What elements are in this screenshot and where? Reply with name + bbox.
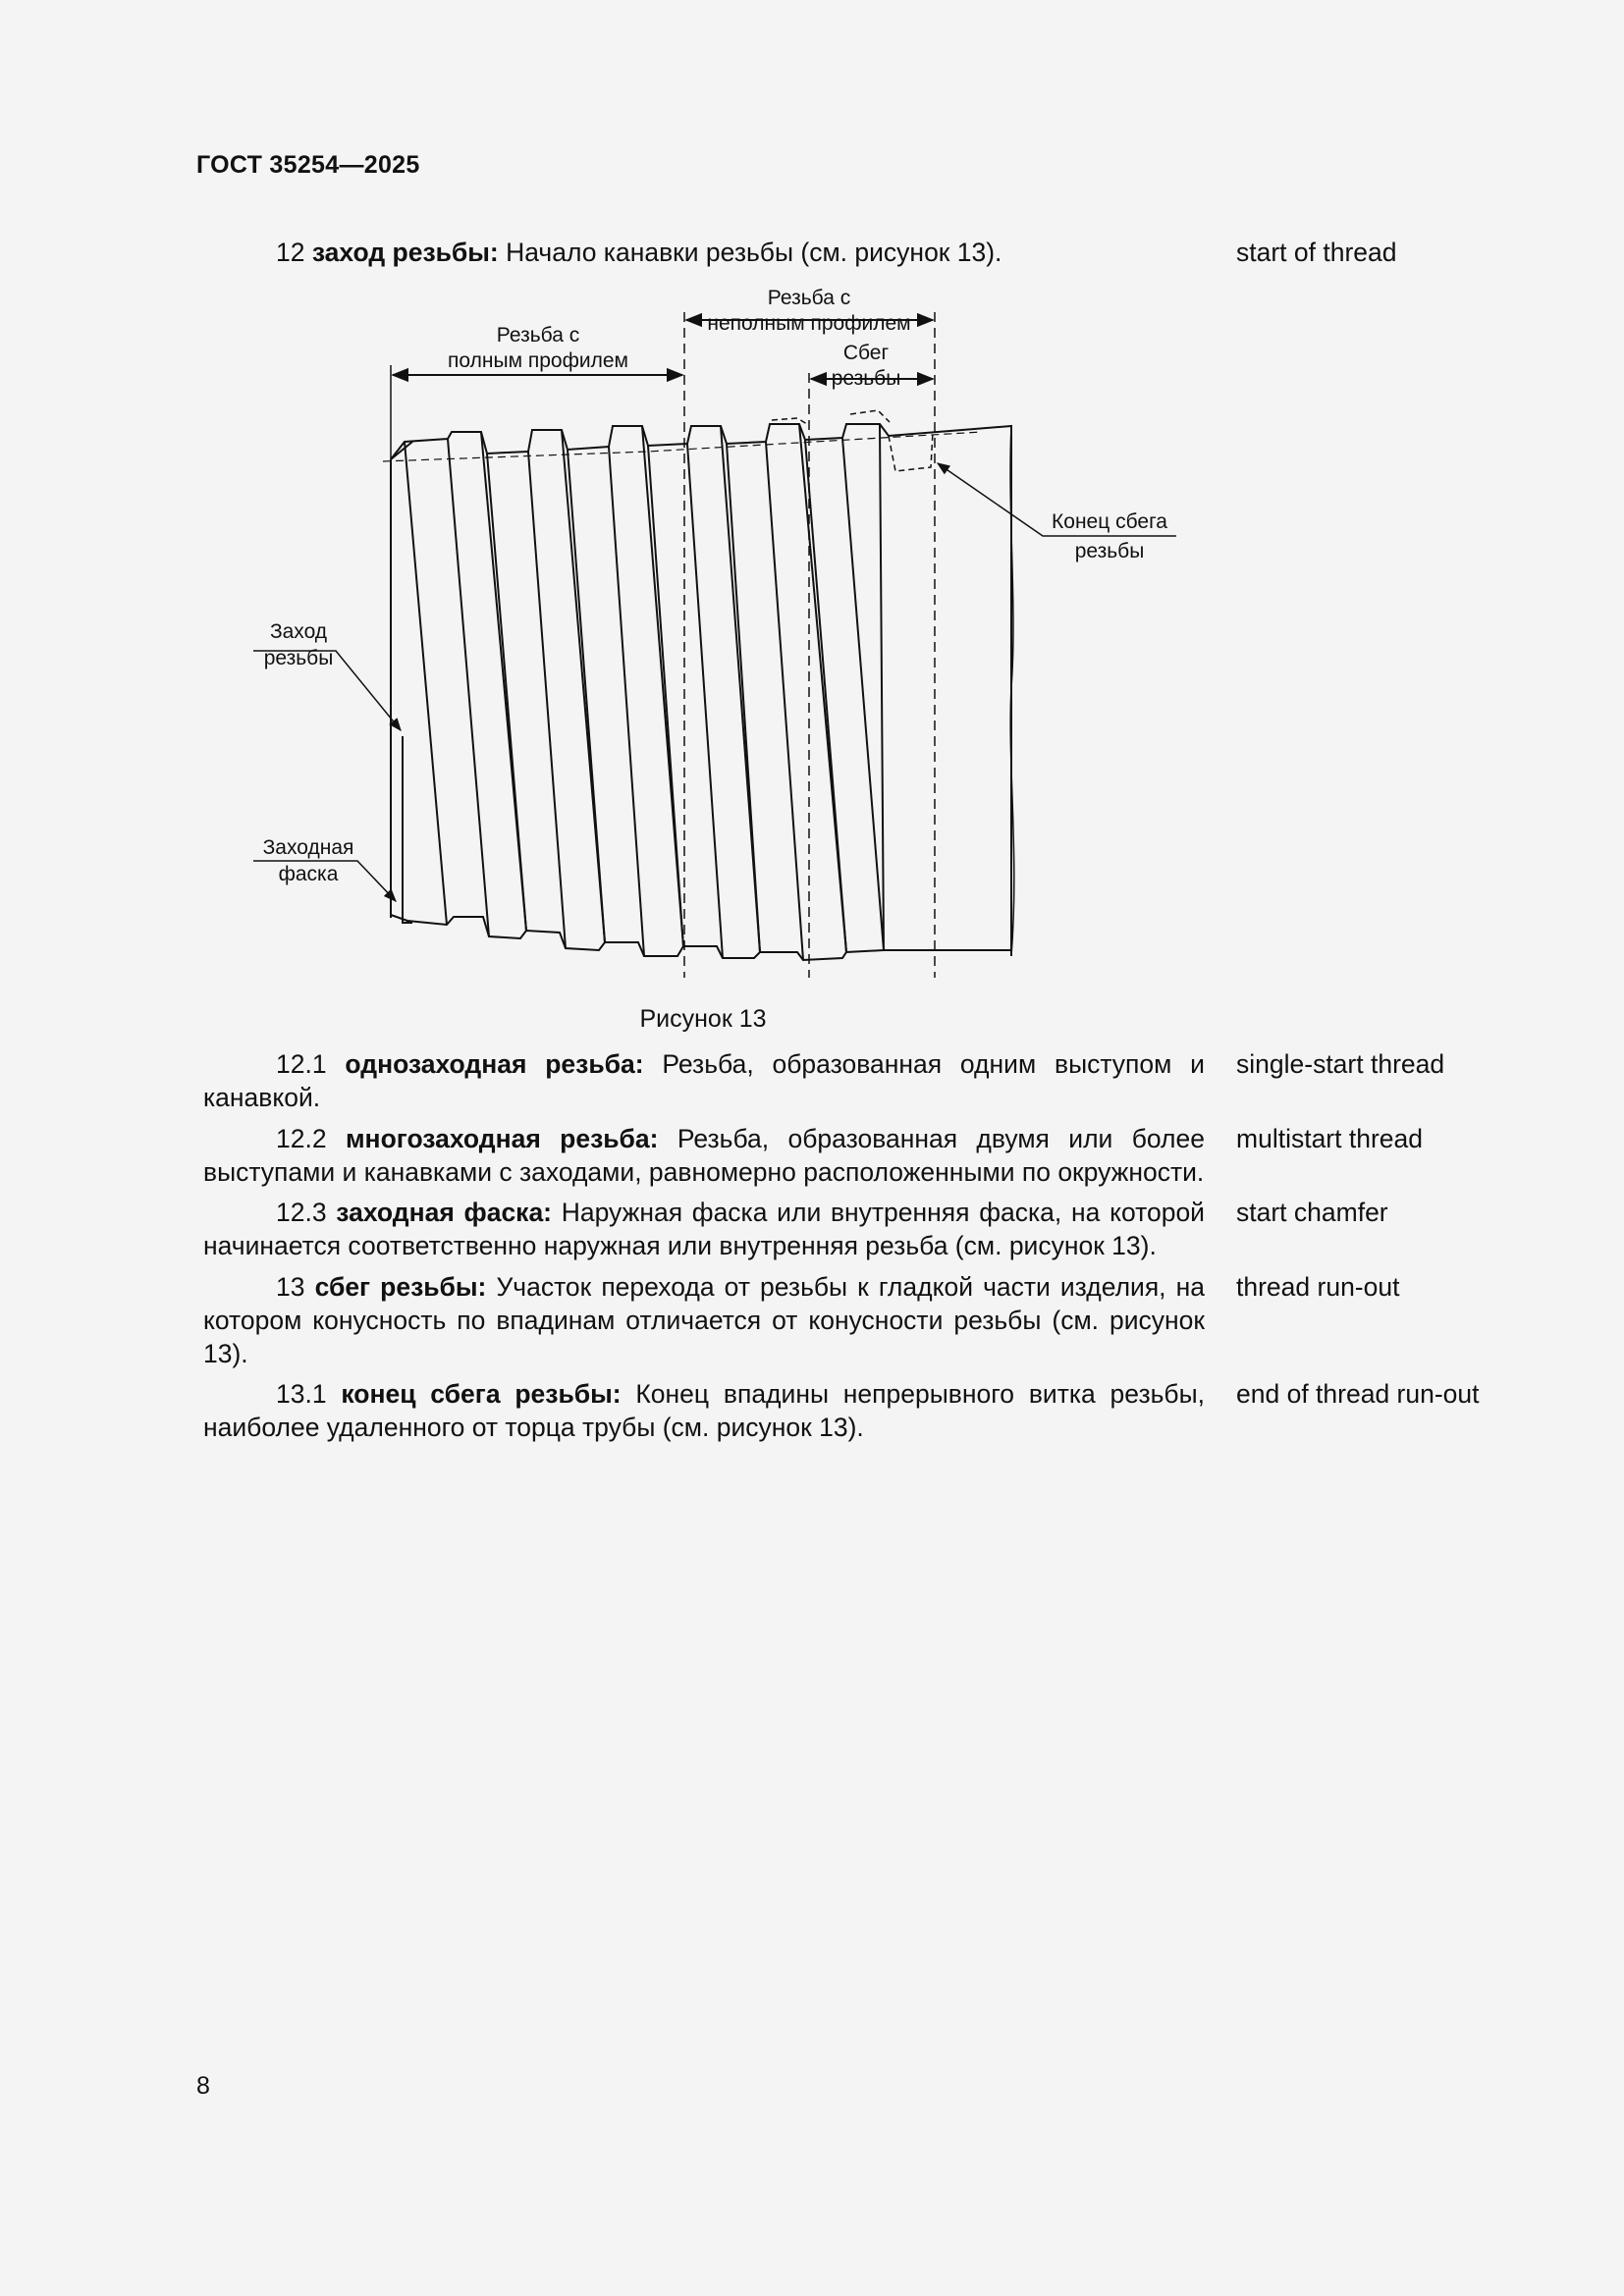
term-english: start chamfer	[1236, 1198, 1388, 1227]
term-12-2	[203, 1122, 1205, 1189]
term-name: сбег резьбы:	[314, 1272, 487, 1302]
term-name: конец сбега резьбы:	[341, 1379, 622, 1409]
term-name: заход резьбы:	[311, 238, 499, 267]
thread-flank	[805, 424, 884, 952]
term-definition: Резьба, образованная двумя или более выступами и канавками с заходами, равномерно расположенными по окружности.	[203, 1124, 1205, 1187]
term-english: start of thread	[1236, 238, 1397, 267]
thread-bottom-profile	[391, 915, 1011, 960]
figure-caption: Рисунок 13	[639, 1005, 767, 1033]
term-english: single-start thread	[1236, 1049, 1445, 1079]
page-number: 8	[196, 2072, 210, 2100]
term-13-1	[203, 1377, 1205, 1444]
term-name: однозаходная резьба:	[345, 1049, 644, 1079]
term-12-1	[203, 1047, 1205, 1114]
term-number: 12	[276, 238, 305, 267]
term-definition: Наружная фаска или внутренняя фаска, на которой начинается соответственно наружная или внутренняя резьба (см. рисунок 13).	[203, 1198, 1205, 1260]
label-start-chamfer: Заходная фаска	[262, 836, 354, 885]
term-number: 12.1	[276, 1049, 327, 1079]
thread-flank	[405, 432, 526, 936]
term-english: multistart thread	[1236, 1124, 1423, 1153]
term-13	[203, 1270, 1205, 1370]
thread-flank	[727, 424, 846, 960]
label-thread-start: Заход резьбы	[263, 620, 334, 669]
term-english: thread run-out	[1236, 1272, 1400, 1302]
term-definition: Начало канавки резьбы (см. рисунок 13).	[506, 238, 1002, 267]
document-header: ГОСТ 35254—2025	[196, 151, 420, 179]
label-full-profile: Резьба с полным профилем	[448, 324, 628, 372]
term-number: 12.2	[276, 1124, 327, 1153]
runout-dashed	[772, 410, 933, 471]
start-chamfer	[391, 442, 412, 923]
figure-13-thread-drawing	[0, 0, 1624, 991]
label-runout: Сбег резьбы	[831, 342, 901, 390]
label-incomplete-profile: Резьба с неполным профилем	[707, 287, 911, 335]
term-english: end of thread run-out	[1236, 1379, 1480, 1409]
term-name: заходная фаска:	[336, 1198, 553, 1227]
term-definition: Резьба, образованная одним выступом и канавкой.	[203, 1049, 1205, 1112]
term-definition: Конец впадины непрерывного витка резьбы, наиболее удаленного от торца трубы (см. рисунок 13).	[203, 1379, 1205, 1442]
term-12-3	[203, 1196, 1205, 1262]
term-definition: Участок перехода от резьбы к гладкой части изделия, на котором конусность по впадинам отличается от конусности резьбы (см. рисунок 13).	[203, 1272, 1205, 1368]
term-number: 12.3	[276, 1198, 327, 1227]
term-number: 13	[276, 1272, 305, 1302]
label-runout-end: Конец сбега резьбы	[1052, 510, 1167, 562]
term-name: многозаходная резьба:	[345, 1124, 659, 1153]
term-number: 13.1	[276, 1379, 327, 1409]
